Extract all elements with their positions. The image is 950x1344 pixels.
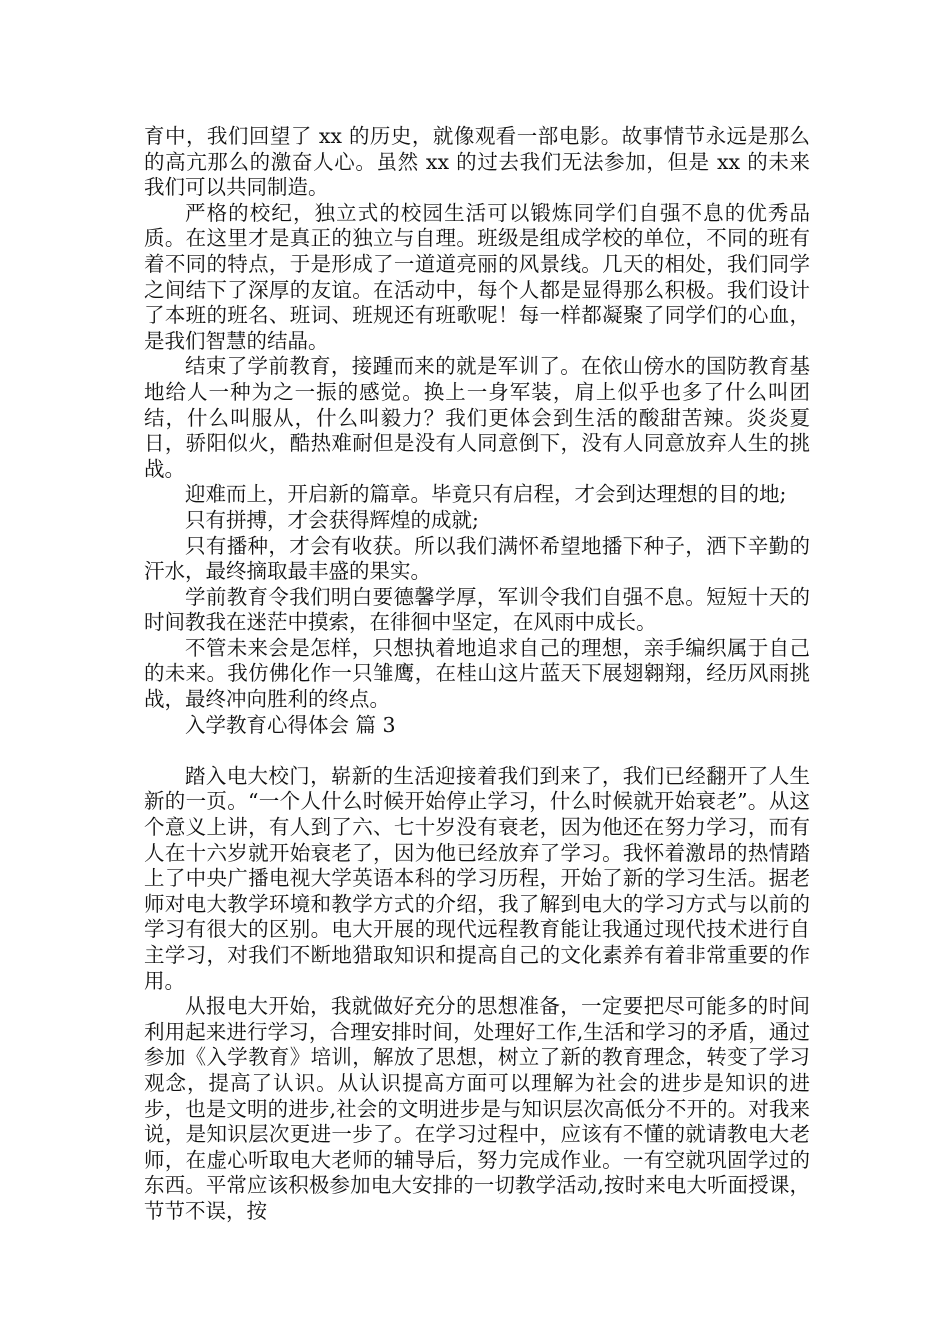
document-body bbox=[144, 124, 810, 1225]
paragraph-7: 学前教育令我们明白要德馨学厚，军训令我们自强不息。短短十天的时间教我在迷茫中摸索，在徘徊中坚定，在风雨中成长。 bbox=[144, 584, 810, 635]
blank-line bbox=[144, 738, 810, 764]
paragraph-1: 育中，我们回望了 xx 的历史，就像观看一部电影。故事情节永远是那么的高亢那么的激奋人心。虽然 xx 的过去我们无法参加，但是 xx 的未来我们可以共同制造。 bbox=[144, 124, 810, 200]
paragraph-3: 结束了学前教育，接踵而来的就是军训了。在依山傍水的国防教育基地给人一种为之一振的感觉。换上一身军装，肩上似乎也多了什么叫团结，什么叫服从，什么叫毅力？我们更体会到生活的酸甜苦辣。炎炎夏日，骄阳似火，酷热难耐但是没有人同意倒下，没有人同意放弃人生的挑战。 bbox=[144, 354, 810, 481]
paragraph-6: 只有播种，才会有收获。所以我们满怀希望地播下种子，洒下辛勤的汗水，最终摘取最丰盛的果实。 bbox=[144, 533, 810, 584]
paragraph-5: 只有拼搏，才会获得辉煌的成就; bbox=[185, 507, 479, 532]
paragraph-4: 迎难而上，开启新的篇章。毕竟只有启程，才会到达理想的目的地; bbox=[185, 482, 787, 507]
section-paragraph-1: 踏入电大校门，崭新的生活迎接着我们到来了，我们已经翻开了人生新的一页。“一个人什么时候开始停止学习，什么时候就开始衰老”。从这个意义上讲，有人到了六、七十岁没有衰老，因为他还在努力学习，而有人在十六岁就开始衰老了，因为他已经放弃了学习。我怀着激昂的热情踏上了中央广播电视大学英语本科的学习历程，开始了新的学习生活。据老师对电大教学环境和教学方式的介绍，我了解到电大的学习方式与以前的学习有很大的区别。电大开展的现代远程教育能让我通过现代技术进行自主学习，对我们不断地猎取知识和提高自己的文化素养有着非常重要的作用。 bbox=[144, 763, 810, 993]
paragraph-2: 严格的校纪，独立式的校园生活可以锻炼同学们自强不息的优秀品质。在这里才是真正的独立与自理。班级是组成学校的单位，不同的班有着不同的特点，于是形成了一道道亮丽的风景线。几天的相处，我们同学之间结下了深厚的友谊。在活动中，每个人都是显得那么积极。我们设计了本班的班名、班词、班规还有班歌呢！每一样都凝聚了同学们的心血，是我们智慧的结晶。 bbox=[144, 200, 810, 353]
paragraph-8: 不管未来会是怎样，只想执着地追求自己的理想，亲手编织属于自己的未来。我仿佛化作一只雏鹰，在桂山这片蓝天下展翅翱翔，经历风雨挑战，最终冲向胜利的终点。 bbox=[144, 635, 810, 712]
section-heading: 入学教育心得体会 篇 3 bbox=[185, 712, 396, 737]
section-paragraph-2: 从报电大开始，我就做好充分的思想准备，一定要把尽可能多的时间利用起来进行学习，合理安排时间，处理好工作,生活和学习的矛盾，通过参加《入学教育》培训，解放了思想，树立了新的教育理念，转变了学习观念，提高了认识。从认识提高方面可以理解为社会的进步是知识的进步，也是文明的进步,社会的文明进步是与知识层次高低分不开的。对我来说，是知识层次更进一步了。在学习过程中，应该有不懂的就请教电大老师，在虚心听取电大老师的辅导后，努力完成作业。一有空就巩固学过的东西。平常应该积极参加电大安排的一切教学活动,按时来电大听面授课，节节不误，按 bbox=[144, 994, 810, 1223]
